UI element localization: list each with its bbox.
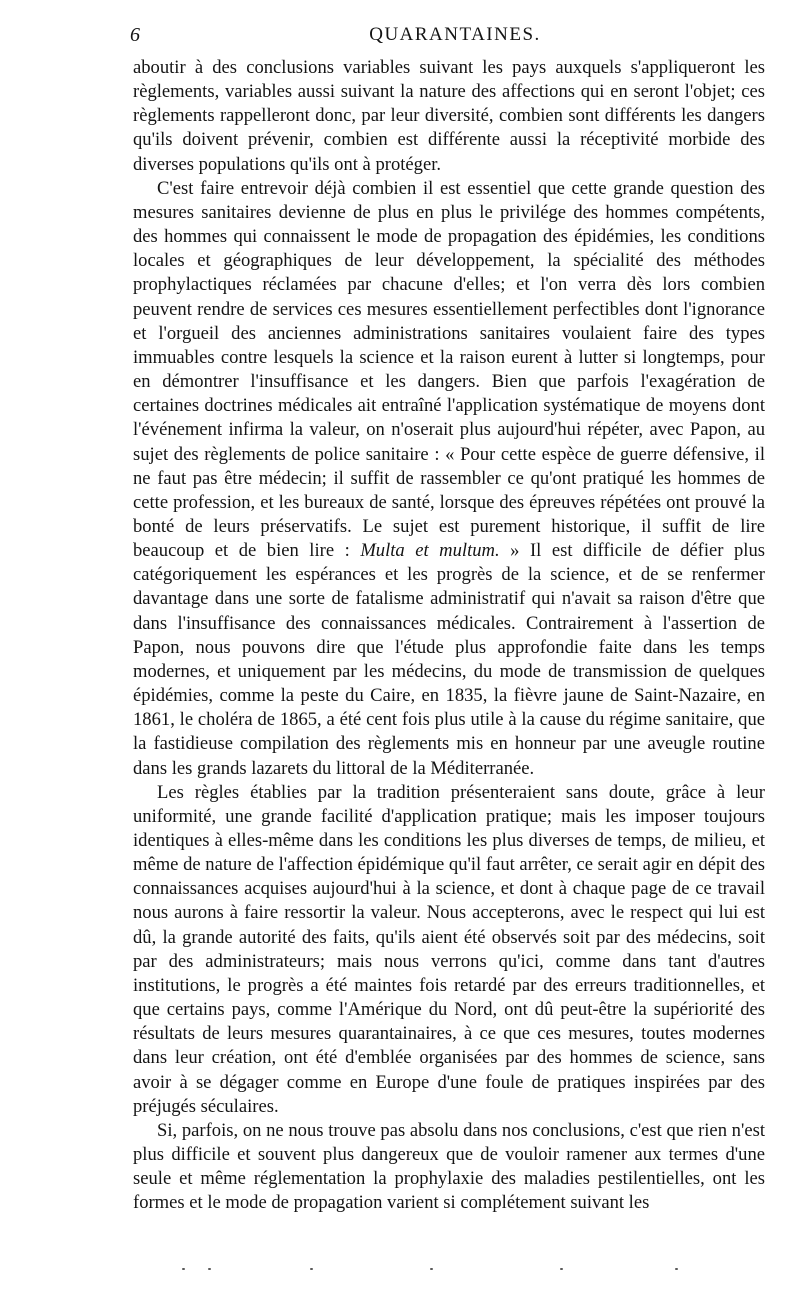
body-text bbox=[133, 56, 765, 1216]
paragraph-3: Les règles établies par la tradition présenteraient sans doute, grâce à leur uniformité, une grande facilité d'application pratique; mais les imposer toujours identiques à elles-même dans les conditions les plus diverses de temps, de milieu, et même de nature de l'affection épidémique qu'il faut arrêter, ce serait agir en dépit des connaissances acquises aujourd'hui à la science, et dont à chaque page de ce travail nous aurons à faire ressortir la valeur. Nous accepterons, avec le respect qui lui est dû, la grande autorité des faits, qu'ils aient été observés soit par des médecins, soit par des administrateurs; mais nous verrons qu'ici, comme dans tant d'autres institutions, le progrès a été maintes fois retardé par des erreurs traditionnelles, et que certains pays, comme l'Amérique du Nord, ont dû peut-être la supériorité des résultats de leurs mesures quarantainaires, à ce que ces mesures, toutes modernes dans leur création, ont été d'emblée organisées par des hommes de science, sans avoir à se dégager comme en Europe d'une foule de pratiques inspirées par des préjugés séculaires. bbox=[133, 781, 765, 1117]
paragraph-2-text: C'est faire entrevoir déjà combien il est essentiel que cette grande question des mesures sanitaires devienne de plus en plus le privilége des hommes compétents, des hommes qui connaissent le mode de propagation des épidémies, les conditions locales et géographiques de leur développement, la spécialité des méthodes prophylactiques réclamées par chacune d'elles; et l'on verra dès lors combien peuvent rendre de services ces mesures essentiellement perfectibles dont l'ignorance et l'orgueil des anciennes administrations sanitaires voulaient faire des types immuables contre lesquels la science et la raison eurent à lutter si longtemps, pour en démontrer l'insuffisance et les dangers. Bien que parfois l'exagération de certaines doctrines médicales ait entraîné l'application systématique de moyens dont l'événement infirma la valeur, on n'oserait plus aujourd'hui répéter, avec Papon, au sujet des règlements de police sanitaire : « Pour cette espèce de guerre défensive, il ne faut pas être médecin; il suffit de rassembler ce qu'ont pratiqué les hommes de cette profession, et les bureaux de santé, lorsque des épreuves répétées ont prouvé la bonté de leurs préservatifs. Le sujet est purement historique, il suffit de lire beaucoup et de bien lire : bbox=[133, 177, 765, 562]
latin-quote: Multa et multum. bbox=[360, 540, 500, 562]
page-header bbox=[130, 24, 780, 52]
speck bbox=[430, 1268, 433, 1270]
page-number: 6 bbox=[130, 24, 140, 46]
speck bbox=[675, 1268, 678, 1270]
running-title: QUARANTAINES. bbox=[369, 24, 541, 45]
paragraph-4: Si, parfois, on ne nous trouve pas absolu dans nos conclusions, c'est que rien n'est plus difficile et souvent plus dangereux que de vouloir ramener aux termes d'une seule et même réglementation la prophylaxie des maladies pestilentielles, ont les formes et le mode de propagation varient si complétement suivant les bbox=[133, 1119, 765, 1214]
paragraph-2 bbox=[133, 177, 765, 781]
speck bbox=[560, 1268, 563, 1270]
speck bbox=[208, 1268, 211, 1270]
paragraph-1: aboutir à des conclusions variables suivant les pays auxquels s'appliqueront les règlements, variables aussi suivant la nature des affections qui en seront l'objet; ces règlements rappelleront donc, par leur diversité, combien sont différents les dangers qu'ils doivent prévenir, combien est différente aussi la réceptivité morbide des diverses populations qu'ils ont à protéger. bbox=[133, 57, 765, 175]
scan-specks bbox=[170, 1268, 690, 1274]
speck bbox=[310, 1268, 313, 1270]
paragraph-2-continuation: » Il est difficile de défier plus catégoriquement les espérances et les progrès de la science, et de se renfermer davantage dans une sorte de fatalisme administratif qui n'avait sa raison d'être que dans l'insuffisance des connaissances médicales. Contrairement à l'assertion de Papon, nous pouvons dire que l'étude plus approfondie faite dans les temps modernes, et uniquement par les médecins, du mode de transmission de quelques épidémies, comme la peste du Caire, en 1835, la fièvre jaune de Saint-Nazaire, en 1861, le choléra de 1865, a été cent fois plus utile à la cause du régime sanitaire, que la fastidieuse compilation des règlements mis en honneur par une aveugle routine dans les grands lazarets du littoral de la Méditerranée. bbox=[133, 540, 765, 779]
speck bbox=[182, 1268, 185, 1270]
